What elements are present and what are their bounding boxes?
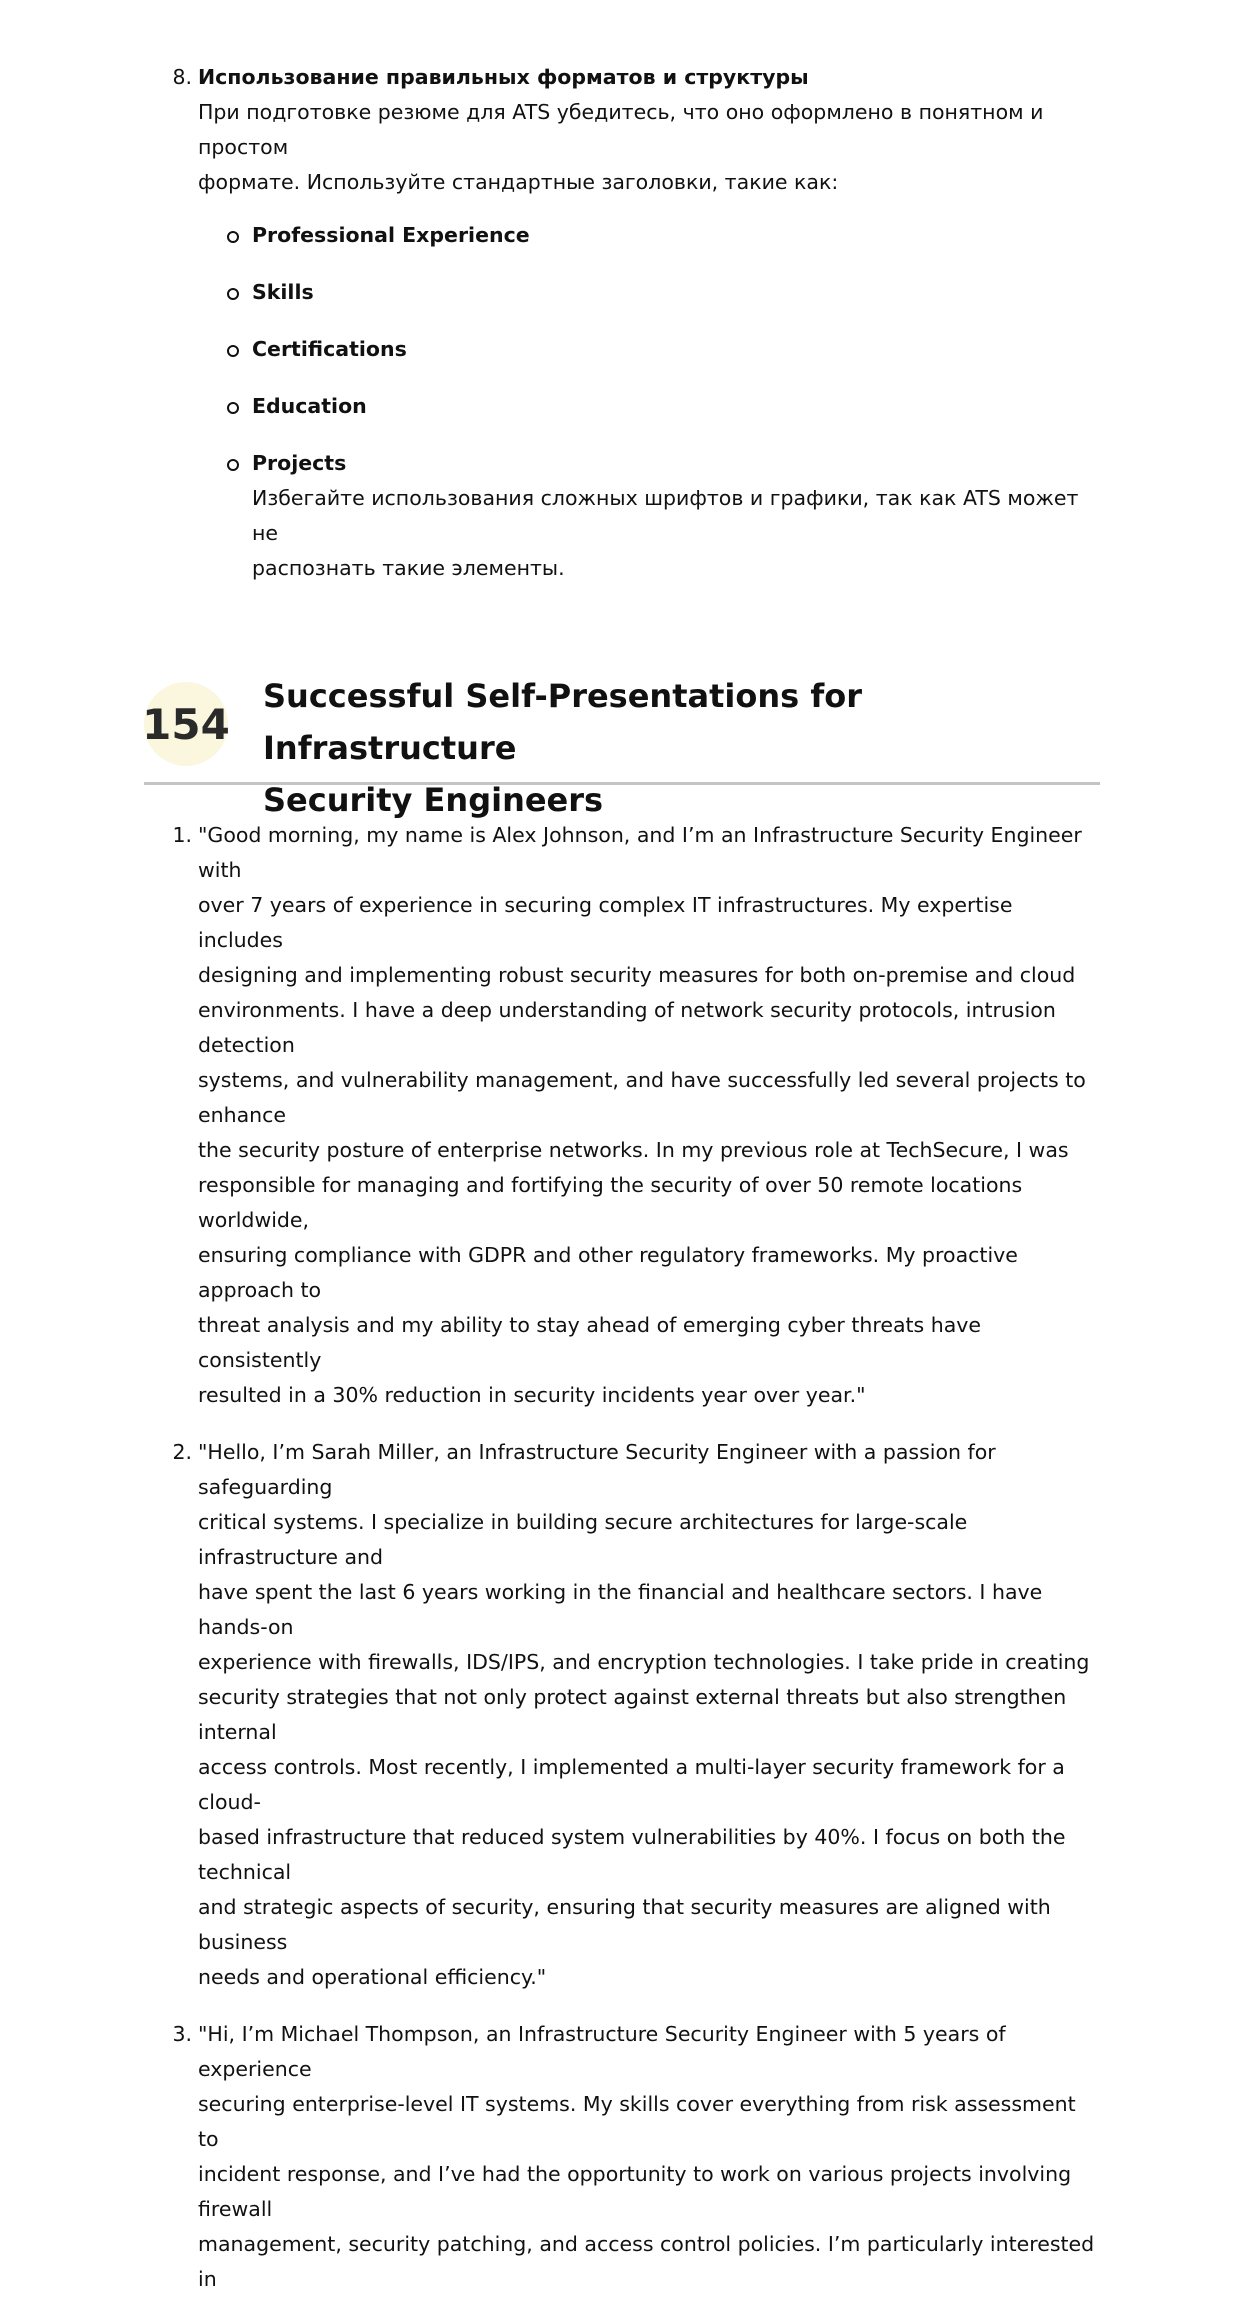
chapter-title: Successful Self-Presentations for Infrastructure Security Engineers bbox=[263, 677, 862, 819]
heading-label: Professional Experience bbox=[252, 223, 530, 247]
circle-bullet-icon bbox=[227, 459, 239, 471]
list-item bbox=[144, 818, 1100, 1413]
list-item bbox=[144, 2017, 1100, 2297]
list-item bbox=[198, 275, 1100, 310]
section-body: При подготовке резюме для ATS убедитесь, что оно оформлено в понятном и простом формате. Используйте стандартные заголовки, такие как: bbox=[198, 100, 1044, 194]
list-item bbox=[198, 389, 1100, 424]
self-presentation-list bbox=[144, 818, 1100, 2319]
quote-text: "Hi, I’m Michael Thompson, an Infrastructure Security Engineer with 5 years of experience securing enterprise-level IT systems. My skills cover everything from risk assessment to incident response, and I’ve had the opportunity to work on various projects involving firewall management, security patching, and access control policies. I’m particularly interested in bbox=[198, 2022, 1095, 2291]
list-number: 2. bbox=[172, 1440, 192, 1464]
section-heading: Использование правильных форматов и структуры bbox=[198, 65, 809, 89]
list-item bbox=[144, 1435, 1100, 1995]
circle-bullet-icon bbox=[227, 288, 239, 300]
list-item-8 bbox=[144, 60, 1100, 586]
list-number: 8. bbox=[172, 65, 192, 89]
heading-label: Projects bbox=[252, 451, 347, 475]
list-item bbox=[198, 218, 1100, 253]
list-item bbox=[198, 446, 1100, 586]
section-8 bbox=[144, 60, 1100, 608]
heading-label: Education bbox=[252, 394, 367, 418]
chapter-header bbox=[142, 670, 1100, 819]
list-item bbox=[198, 332, 1100, 367]
circle-bullet-icon bbox=[227, 402, 239, 414]
quote-text: "Hello, I’m Sarah Miller, an Infrastructure Security Engineer with a passion for safeguarding critical systems. I specialize in building secure architectures for large-scale infrastructure and have spent the last 6 years working in the financial and healthcare sectors. I have hands-on experience with firewalls, IDS/IPS, and encryption technologies. I take pride in creating security strategies that not only protect against external threats but also strengthen internal access controls. Most recently, I implemented a multi-layer security framework for a cloud- based infrastructure that reduced system vulnerabilities by 40%. I focus on both the technical and strategic aspects of security, ensuring that security measures are aligned with business needs and operational efficiency." bbox=[198, 1440, 1090, 1989]
list-number: 3. bbox=[172, 2022, 192, 2046]
circle-bullet-icon bbox=[227, 231, 239, 243]
heading-list bbox=[198, 218, 1100, 586]
list-number: 1. bbox=[172, 823, 192, 847]
heading-label: Certifications bbox=[252, 337, 407, 361]
quote-text: "Good morning, my name is Alex Johnson, and I’m an Infrastructure Security Engineer with over 7 years of experience in securing complex IT infrastructures. My expertise includes designing and implementing robust security measures for both on-premise and cloud environments. I have a deep understanding of network security protocols, intrusion detection systems, and vulnerability management, and have successfully led several projects to enhance the security posture of enterprise networks. In my previous role at TechSecure, I was responsible for managing and fortifying the security of over 50 remote locations worldwide, ensuring compliance with GDPR and other regulatory frameworks. My proactive approach to threat analysis and my ability to stay ahead of emerging cyber threats have consistently resulted in a 30% reduction in security incidents year over year." bbox=[198, 823, 1086, 1407]
heading-label: Skills bbox=[252, 280, 314, 304]
chapter-number-badge: 154 bbox=[144, 682, 228, 766]
closing-note: Избегайте использования сложных шрифтов и графики, так как ATS может не распознать такие элементы. bbox=[252, 486, 1079, 580]
circle-bullet-icon bbox=[227, 345, 239, 357]
